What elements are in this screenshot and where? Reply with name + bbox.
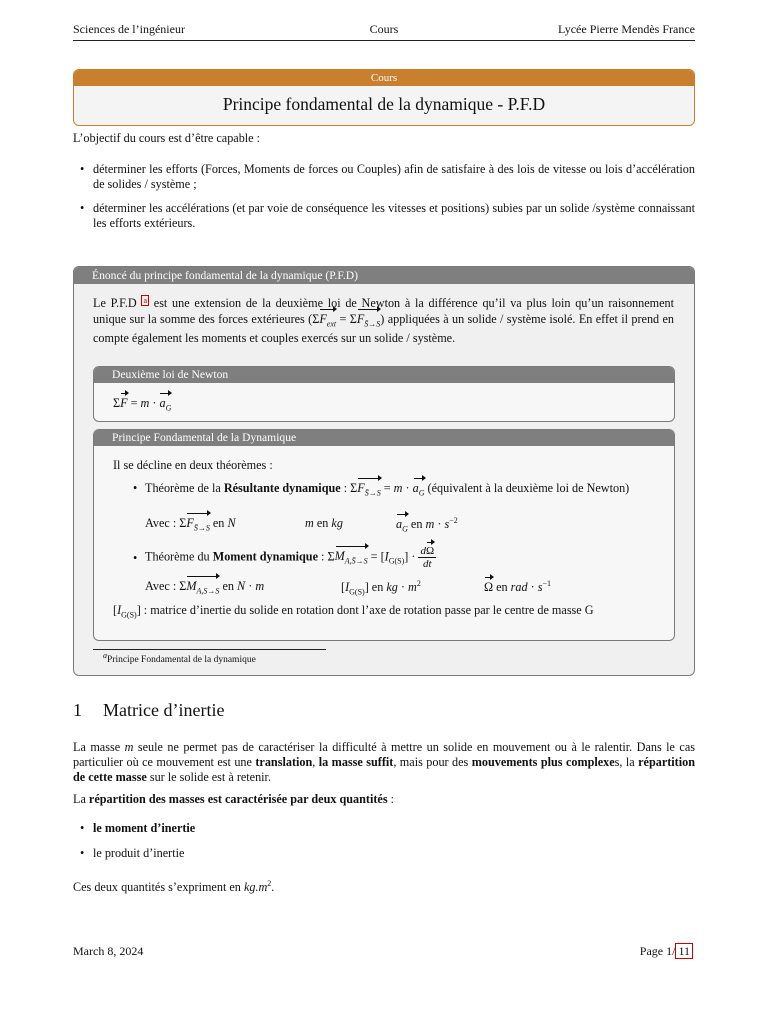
th1-prefix: Théorème de la — [145, 481, 221, 495]
footer-date: March 8, 2024 — [73, 944, 144, 958]
omega-derivative: $\frac{d\Omega}{dt}$ — [420, 545, 435, 570]
th1-note: (équivalent à la deuxième loi de Newton) — [427, 481, 630, 495]
p1-e: s, la — [614, 755, 635, 769]
unit-accel: $a_G$ en $m \cdot s^{-2}$ — [396, 516, 458, 534]
bullet-icon: • — [80, 846, 85, 860]
footnote-rule — [93, 649, 326, 650]
decline-text: Il se décline en deux théorèmes : — [113, 458, 273, 472]
footnote-text: Principe Fondamental de la dynamique — [107, 655, 256, 666]
p1-d: , mais pour des — [393, 755, 469, 769]
bullet-icon: • — [133, 481, 138, 495]
en-label: en — [410, 517, 423, 532]
inertia-note: : matrice d’inertie du solide en rotation dont l’axe de rotation passe par le centre de masse G — [143, 603, 594, 617]
pfd-mid: est une extension de la deuxième loi de Newton à la différence qu’il va plus loin qu’un raisonnement unique sur la somme des forces extérieures ( — [93, 296, 675, 326]
th2-units: Avec : $\Sigma M_{A,S\to S}$ en N · m $[I_{G(S)}]$ en kg · $m^2$ Ω en rad · $s^{-1}$ — [145, 579, 552, 597]
list-item-text-1: le moment d’inertie — [93, 821, 196, 835]
objective-item-2 — [80, 201, 695, 231]
p2-a: La — [73, 792, 86, 806]
theorem-2: • Théorème du Moment dynamique : $\Sigma M_{A,S̄\to S} = [I_{G(S)}]$ · $\frac{d\Omega}{dt}$ — [133, 545, 435, 570]
theorem-1: • Théorème de la Résultante dynamique : $\Sigma F_{S̄\to S} = m \cdot a_G$ (équivalent à la deuxième loi de Newton) — [133, 481, 658, 500]
pfd-box-title: Énoncé du principe fondamental de la dynamique (P.F.D) — [74, 267, 694, 284]
page-label: Page 1/ — [639, 944, 676, 958]
section-number: 1 — [73, 700, 82, 720]
avec-label: Avec : — [145, 579, 177, 593]
en-label: en — [222, 579, 234, 593]
bullet-icon: • — [80, 162, 85, 176]
footer-page — [640, 944, 693, 959]
bullet-icon: • — [80, 201, 85, 215]
p1-f: sur le solide est à retenir. — [149, 770, 271, 784]
en-label: en — [212, 516, 225, 530]
unit-omega: Ω en rad · $s^{-1}$ — [484, 579, 552, 595]
objective-item-1 — [80, 162, 695, 192]
avec-label: Avec : — [145, 516, 177, 530]
newton-law-box — [93, 366, 675, 422]
list-item — [80, 821, 695, 836]
p3-text: Ces deux quantités s’expriment en — [73, 880, 241, 895]
p1-b: seule ne permet pas de caractériser la difficulté à mettre un solide en mouvement ou à le ralentir. Dans le cas particulier où ce mouvement est une — [73, 740, 695, 769]
section-title: Matrice d’inertie — [103, 700, 225, 720]
en-label: en — [496, 580, 508, 595]
inertia-definition: $[I_{G(S)}]$ : matrice d’inertie du solide en rotation dont l’axe de rotation passe par le centre de masse G — [113, 603, 594, 620]
bullet-icon: • — [133, 551, 138, 565]
document-title: Principe fondamental de la dynamique - P.F.D — [222, 94, 546, 114]
cours-label: Cours — [74, 70, 694, 86]
pfd-box-subtitle: Principe Fondamental de la Dynamique — [94, 430, 674, 446]
pfd-paragraph — [93, 296, 674, 346]
unit-mass: m en kg — [305, 516, 343, 530]
p1-a: La masse — [73, 740, 121, 754]
header-left: Sciences de l’ingénieur — [73, 22, 185, 36]
p1-bold2: la masse suffit — [318, 755, 394, 769]
footnote: $^a$Principe Fondamental de la dynamique — [103, 651, 256, 666]
th1-units: Avec : $\Sigma F_{S̄\to S}$ en N m en kg $a_G$ en $m \cdot s^{-2}$ — [145, 516, 458, 534]
objective-text-2: déterminer les accélérations (et par voie de conséquence les vitesses et positions) subies par un solide /système connaissant les efforts extérieurs. — [93, 201, 695, 230]
header-center: Cours — [369, 22, 399, 36]
newton-box-title: Deuxième loi de Newton — [94, 367, 674, 383]
total-pages-link[interactable]: 11 — [675, 943, 693, 959]
th2-prefix: Théorème du — [145, 549, 210, 564]
sum-forces-formula: $\Sigma F_{ext} = \Sigma F_{S̄\to S}$ — [312, 312, 380, 326]
pfd-end: ) appliquées à un solide / système isolé. En effet il prend en compte également les moments et couples exercés sur un solide / système. — [93, 312, 675, 346]
en-label: en — [371, 580, 384, 595]
bullet-icon: • — [80, 821, 85, 835]
newton-equation: $\Sigma F = m \cdot a_G$ — [113, 396, 172, 413]
th1-name: Résultante dynamique — [223, 481, 341, 495]
p1-bold1: translation — [255, 755, 313, 769]
th2-name: Moment dynamique — [212, 549, 318, 564]
p1-c: , — [312, 755, 316, 769]
body-paragraph-3: Ces deux quantités s’expriment en $kg.m^2$. — [73, 879, 275, 895]
objective-text-1: déterminer les efforts (Forces, Moments de forces ou Couples) afin de satisfaire à des lois de vitesse ou lois d’accélération de solides / système ; — [93, 162, 695, 191]
intro-text: L’objectif du cours est d’être capable : — [73, 131, 261, 145]
body-paragraph-1: La masse m seule ne permet pas de caractériser la difficulté à mettre un solide en mouvement ou à le ralentir. Dans le cas particulier où ce mouvement est une translation, la masse suffit, mais pour des mouvements plus complexes, la répartition de cette masse sur le solide est à retenir. — [73, 740, 696, 784]
list-item — [80, 846, 695, 861]
header-right: Lycée Pierre Mendès France — [558, 22, 695, 36]
p2-b: : — [390, 792, 395, 806]
footnote-link[interactable]: a — [143, 296, 148, 305]
cours-title-box — [73, 69, 695, 126]
p2-bold: répartition des masses est caractérisée par deux quantités — [88, 792, 388, 806]
body-paragraph-2 — [73, 792, 695, 807]
pfd-start: Le P.F.D — [93, 296, 137, 310]
page-header — [73, 22, 695, 41]
list-item-text-2: le produit d’inertie — [93, 846, 185, 860]
section-heading — [73, 700, 224, 721]
p1-bold3: mouvements plus complexe — [471, 755, 615, 769]
p1-bold4: répartition de cette masse — [73, 755, 696, 784]
en-label: en — [316, 516, 329, 530]
unit-inertia: $[I_{G(S)}]$ en kg · $m^2$ — [341, 579, 421, 597]
